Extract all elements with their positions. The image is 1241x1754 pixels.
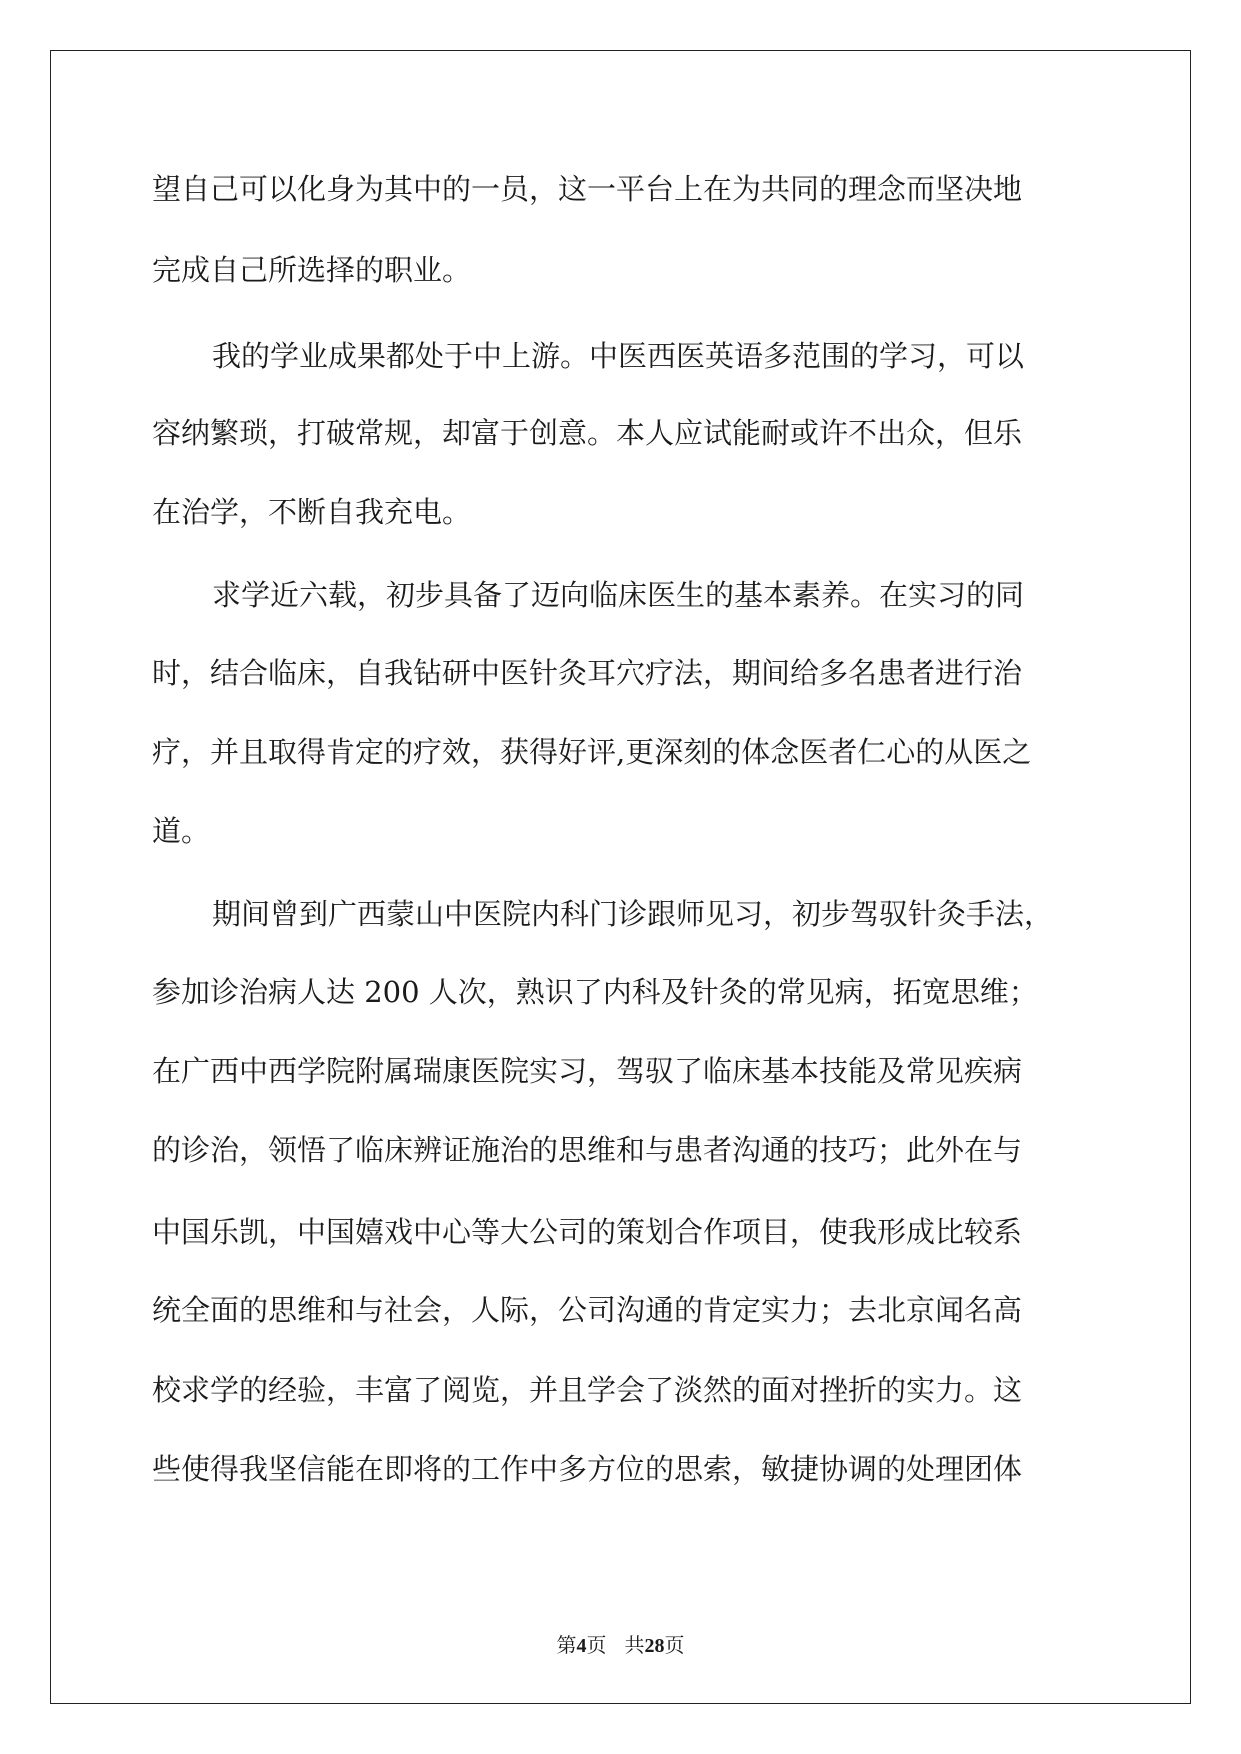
paragraph-first-line: 我的学业成果都处于中上游。中医西医英语多范围的学习，可以 (212, 339, 1025, 373)
total-pages: 28 (644, 1635, 665, 1657)
text-line: 校求学的经验，丰富了阅览，并且学会了淡然的面对挫折的实力。这 (152, 1373, 1023, 1407)
page-number: 4 (576, 1635, 587, 1657)
text-line: 统全面的思维和与社会，人际，公司沟通的肯定实力；去北京闻名高 (152, 1293, 1023, 1327)
text-line: 时，结合临床，自我钻研中医针灸耳穴疗法，期间给多名患者进行治 (152, 656, 1023, 690)
page-suffix: 页 (586, 1635, 607, 1657)
text-line: 完成自己所选择的职业。 (152, 253, 472, 287)
text-line: 些使得我坚信能在即将的工作中多方位的思索，敏捷协调的处理团体 (152, 1452, 1023, 1486)
text-line: 在治学，不断自我充电。 (152, 495, 472, 529)
total-suffix: 页 (664, 1635, 685, 1657)
text-line: 望自己可以化身为其中的一员，这一平台上在为共同的理念而坚决地 (152, 172, 1023, 206)
text-line: 道。 (152, 814, 211, 848)
text-line: 疗，并且取得肯定的疗效，获得好评,更深刻的体念医者仁心的从医之 (152, 735, 1032, 769)
text-line: 参加诊治病人达 200 人次，熟识了内科及针灸的常见病，拓宽思维； (152, 975, 1038, 1009)
paragraph-first-line: 求学近六载，初步具备了迈向临床医生的基本素养。在实习的同 (212, 578, 1025, 612)
page-prefix: 第 (556, 1635, 577, 1657)
total-prefix: 共 (624, 1635, 645, 1657)
paragraph-first-line: 期间曾到广西蒙山中医院内科门诊跟师见习，初步驾驭针灸手法， (212, 897, 1054, 931)
text-line: 的诊治，领悟了临床辨证施治的思维和与患者沟通的技巧；此外在与 (152, 1133, 1023, 1167)
text-line: 中国乐凯，中国嬉戏中心等大公司的策划合作项目，使我形成比较系 (152, 1215, 1023, 1249)
text-line: 容纳繁琐，打破常规，却富于创意。本人应试能耐或许不出众，但乐 (152, 416, 1023, 450)
page-footer (0, 1629, 1241, 1658)
text-line: 在广西中西学院附属瑞康医院实习，驾驭了临床基本技能及常见疾病 (152, 1054, 1023, 1088)
